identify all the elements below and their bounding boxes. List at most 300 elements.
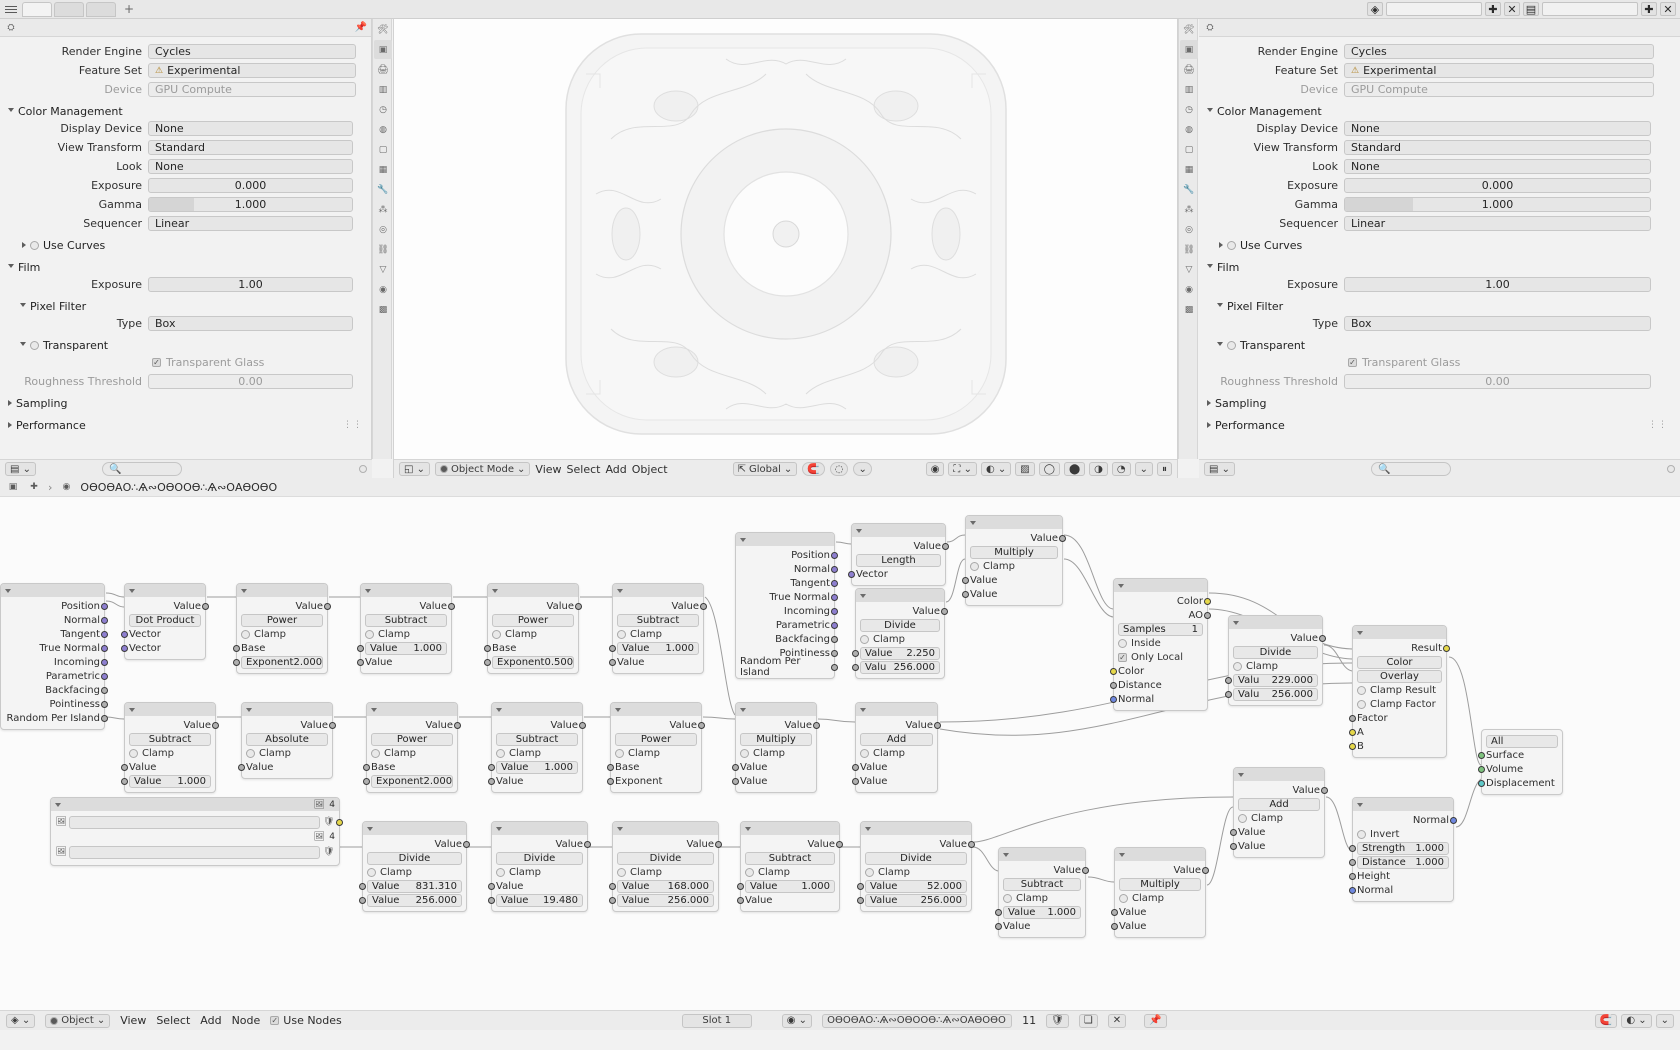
feature-set-select[interactable] bbox=[1344, 63, 1654, 78]
node-math-divide[interactable] bbox=[491, 821, 588, 912]
exponent-field[interactable]: Exponent 0.500 bbox=[492, 655, 574, 669]
socket-color-in[interactable]: Color bbox=[1118, 664, 1203, 678]
collapse-icon[interactable] bbox=[129, 589, 135, 593]
socket-value-b[interactable]: Value bbox=[496, 774, 578, 788]
socket-parametric[interactable]: Parametric bbox=[740, 618, 830, 632]
collapse-icon[interactable] bbox=[241, 589, 247, 593]
pin-icon[interactable]: 📌 bbox=[1144, 1014, 1166, 1028]
socket-ao-out[interactable]: AO bbox=[1118, 608, 1203, 622]
value-field-b[interactable]: Value 1.000 bbox=[129, 774, 211, 788]
select-menu[interactable]: Select bbox=[156, 1014, 191, 1027]
shading-solid-icon[interactable]: ⬤ bbox=[1064, 462, 1085, 476]
operation-select[interactable]: Subtract bbox=[617, 613, 699, 627]
socket-distance-in[interactable]: Distance bbox=[1118, 678, 1203, 692]
clamp-checkbox[interactable]: Clamp bbox=[1119, 891, 1201, 905]
image-icon[interactable]: 🖼 bbox=[313, 799, 325, 810]
add-node-icon[interactable]: ✚ bbox=[30, 482, 38, 492]
node-header[interactable] bbox=[1229, 616, 1322, 629]
3d-viewport[interactable] bbox=[393, 19, 1178, 478]
node-header[interactable] bbox=[488, 584, 578, 597]
overlays-icon[interactable]: ◐ ⌄ bbox=[981, 462, 1011, 476]
socket-exponent[interactable]: Exponent bbox=[615, 774, 697, 788]
value-field-b[interactable]: Value 19.480 bbox=[496, 893, 583, 907]
operation-select[interactable]: Add bbox=[1238, 797, 1320, 811]
tab-output-icon[interactable]: 🖨 bbox=[1183, 64, 1195, 75]
socket-a[interactable]: A bbox=[1357, 725, 1442, 739]
collapse-icon[interactable] bbox=[371, 708, 377, 712]
clamp-checkbox[interactable]: Clamp bbox=[617, 865, 714, 879]
socket-value-b[interactable]: Value bbox=[970, 587, 1058, 601]
socket-value-b[interactable]: Value bbox=[365, 655, 447, 669]
search-input[interactable]: 🔍 bbox=[1371, 462, 1451, 476]
drag-handle[interactable]: ⋮⋮ bbox=[343, 420, 363, 430]
socket-value-out[interactable]: Value bbox=[241, 599, 323, 613]
tab-collection-icon[interactable]: ▢ bbox=[1184, 144, 1194, 155]
clamp-factor-checkbox[interactable]: Clamp Factor bbox=[1357, 697, 1442, 711]
tab-output-icon[interactable]: 🖨 bbox=[377, 64, 389, 75]
clamp-checkbox[interactable]: Clamp bbox=[492, 627, 574, 641]
node-header[interactable]: 🖼 4 bbox=[51, 798, 339, 811]
unlink-scene-icon[interactable]: ✕ bbox=[1504, 2, 1520, 16]
search-input[interactable]: 🔍 bbox=[102, 462, 182, 476]
value-field-a[interactable]: Value 168.000 bbox=[617, 879, 714, 893]
look-select[interactable]: None bbox=[148, 159, 353, 174]
editor-type-icon[interactable]: ▣ bbox=[8, 482, 18, 492]
socket-value-out[interactable]: Value bbox=[365, 599, 447, 613]
film-exposure-slider[interactable] bbox=[148, 277, 353, 292]
node-header[interactable] bbox=[736, 533, 834, 546]
shield-icon[interactable]: 🛡 bbox=[323, 847, 335, 857]
socket-tangent[interactable]: Tangent bbox=[740, 576, 830, 590]
node-header[interactable] bbox=[856, 703, 937, 716]
shader-node-editor[interactable] bbox=[0, 478, 1680, 1030]
clamp-checkbox[interactable]: Clamp bbox=[241, 627, 323, 641]
node-vector-math-length[interactable] bbox=[851, 523, 946, 586]
transform-orientation-selector[interactable]: ⇱ Global ⌄ bbox=[733, 462, 798, 476]
value-field-a[interactable]: Value 1.000 bbox=[365, 641, 447, 655]
node-bump[interactable] bbox=[1352, 797, 1454, 902]
node-header[interactable] bbox=[242, 703, 332, 716]
socket-position[interactable]: Position bbox=[5, 599, 100, 613]
tab-tool-icon[interactable]: 🛠 bbox=[377, 24, 389, 35]
socket-result-out[interactable]: Result bbox=[1357, 641, 1442, 655]
collapse-icon[interactable] bbox=[740, 708, 746, 712]
node-output-target-list[interactable] bbox=[1481, 729, 1563, 795]
socket-value-out[interactable]: Value bbox=[617, 599, 699, 613]
use-curves-section[interactable] bbox=[1199, 236, 1668, 254]
editor-type-icon[interactable]: ⛭ bbox=[1206, 22, 1214, 33]
socket-pointiness[interactable]: Pointiness bbox=[5, 697, 100, 711]
node-geometry[interactable] bbox=[735, 532, 835, 679]
operation-select[interactable]: Add bbox=[860, 732, 933, 746]
transparent-glass-checkbox[interactable]: ✓ bbox=[153, 358, 160, 367]
xray-icon[interactable]: ▨ bbox=[1015, 462, 1034, 476]
feature-set-select[interactable] bbox=[148, 63, 356, 78]
socket-normal[interactable]: Normal bbox=[5, 613, 100, 627]
operation-select[interactable]: Divide bbox=[617, 851, 714, 865]
material-name-field[interactable] bbox=[822, 1014, 1012, 1028]
value-field-a[interactable]: Value 2.250 bbox=[860, 646, 940, 660]
collapse-icon[interactable] bbox=[1238, 773, 1244, 777]
viewlayer-field[interactable] bbox=[1542, 2, 1638, 16]
operation-select[interactable]: Dot Product bbox=[129, 613, 201, 627]
node-header[interactable] bbox=[741, 822, 839, 835]
strength-field[interactable]: Strength 1.000 bbox=[1357, 841, 1449, 855]
socket-incoming[interactable]: Incoming bbox=[740, 604, 830, 618]
socket-value-out[interactable]: Value bbox=[617, 837, 714, 851]
drag-handle[interactable]: ⋮⋮ bbox=[1648, 420, 1668, 430]
operation-select[interactable]: Subtract bbox=[496, 732, 578, 746]
node-header[interactable] bbox=[492, 703, 582, 716]
collapse-icon[interactable] bbox=[860, 708, 866, 712]
target-surface[interactable]: Surface bbox=[1486, 748, 1558, 762]
operation-select[interactable]: Divide bbox=[860, 618, 940, 632]
view-transform-select[interactable]: Standard bbox=[1344, 140, 1651, 155]
invert-checkbox[interactable]: Invert bbox=[1357, 827, 1449, 841]
socket-value-b[interactable]: Value bbox=[740, 774, 812, 788]
clamp-checkbox[interactable]: Clamp bbox=[740, 746, 812, 760]
collapse-icon[interactable] bbox=[1119, 853, 1125, 857]
collapse-icon[interactable] bbox=[856, 529, 862, 533]
image-name-2[interactable] bbox=[69, 846, 319, 859]
operation-select[interactable]: Multiply bbox=[1119, 877, 1201, 891]
node-header[interactable] bbox=[999, 848, 1085, 861]
node-ambient-occlusion[interactable] bbox=[1113, 578, 1208, 711]
socket-vector-a[interactable]: Vector bbox=[129, 627, 201, 641]
socket-value-out[interactable]: Value bbox=[970, 531, 1058, 545]
operation-select[interactable]: Absolute bbox=[246, 732, 328, 746]
new-viewlayer-icon[interactable]: ✚ bbox=[1641, 2, 1657, 16]
collapse-icon[interactable] bbox=[55, 803, 61, 807]
socket-value-out[interactable]: Value bbox=[129, 599, 201, 613]
options-dot[interactable] bbox=[359, 465, 367, 473]
tab-modifier-icon[interactable]: 🔧 bbox=[377, 184, 389, 195]
target-displacement[interactable]: Displacement bbox=[1486, 776, 1558, 790]
node-header[interactable] bbox=[1, 584, 104, 597]
image-datablock-row-2[interactable] bbox=[55, 843, 335, 861]
collapse-icon[interactable] bbox=[1357, 803, 1363, 807]
value-field-b[interactable]: Value 256.000 bbox=[617, 893, 714, 907]
tab-render-icon[interactable]: ▣ bbox=[1180, 40, 1198, 59]
operation-select[interactable]: Power bbox=[615, 732, 697, 746]
tab-modifier-icon[interactable]: 🔧 bbox=[1183, 184, 1195, 195]
socket-value-a[interactable]: Value bbox=[1238, 825, 1320, 839]
operation-select[interactable]: Power bbox=[492, 613, 574, 627]
socket-value-out[interactable]: Value bbox=[129, 718, 211, 732]
collapse-icon[interactable] bbox=[1118, 584, 1124, 588]
value-field-b[interactable]: Value 256.000 bbox=[367, 893, 462, 907]
tab-constraint-icon[interactable]: ⛓ bbox=[1183, 244, 1195, 255]
node-header[interactable] bbox=[125, 584, 205, 597]
shader-type-selector[interactable]: Object ⌄ bbox=[45, 1014, 110, 1028]
socket-value-out[interactable]: Value bbox=[745, 837, 835, 851]
remove-viewlayer-icon[interactable]: ✕ bbox=[1660, 2, 1676, 16]
clamp-checkbox[interactable]: Clamp bbox=[246, 746, 328, 760]
node-header[interactable] bbox=[361, 584, 451, 597]
exponent-field[interactable]: Exponent 2.000 bbox=[371, 774, 453, 788]
collapse-icon[interactable] bbox=[1233, 621, 1239, 625]
render-engine-select[interactable]: Cycles bbox=[1344, 44, 1654, 59]
pixel-filter-section[interactable] bbox=[1199, 297, 1668, 315]
clamp-checkbox[interactable]: Clamp bbox=[1238, 811, 1320, 825]
transparent-section[interactable] bbox=[1199, 336, 1668, 354]
node-header-2[interactable]: 🖼 4 bbox=[313, 832, 335, 842]
value-field-b[interactable]: Value 256.000 bbox=[865, 893, 967, 907]
tab-object-icon[interactable]: ▦ bbox=[1184, 164, 1194, 175]
clamp-checkbox[interactable]: Clamp bbox=[865, 865, 967, 879]
tab-viewlayer-icon[interactable]: ▥ bbox=[378, 84, 388, 95]
tab-data-icon[interactable]: ▽ bbox=[1185, 264, 1193, 275]
socket-random-per-island[interactable]: Random Per Island bbox=[740, 660, 830, 674]
socket-value-out[interactable]: Value bbox=[492, 599, 574, 613]
shading-rendered-icon[interactable]: ◔ bbox=[1112, 462, 1131, 476]
tab-data-icon[interactable]: ▽ bbox=[379, 264, 387, 275]
socket-backfacing[interactable]: Backfacing bbox=[740, 632, 830, 646]
select-menu[interactable]: Select bbox=[566, 462, 601, 476]
collapse-icon[interactable] bbox=[617, 589, 623, 593]
node-header[interactable] bbox=[613, 822, 718, 835]
socket-value-b[interactable]: Value bbox=[745, 893, 835, 907]
socket-base[interactable]: Base bbox=[241, 641, 323, 655]
clamp-checkbox[interactable]: Clamp bbox=[496, 865, 583, 879]
node-header[interactable] bbox=[736, 703, 816, 716]
socket-b[interactable]: B bbox=[1357, 739, 1442, 753]
transparent-section[interactable] bbox=[0, 336, 363, 354]
collapse-icon[interactable] bbox=[740, 538, 746, 542]
node-vector-math[interactable] bbox=[124, 583, 206, 660]
socket-pointiness[interactable]: Pointiness bbox=[740, 646, 830, 660]
socket-vector-b[interactable]: Vector bbox=[129, 641, 201, 655]
socket-value-out[interactable]: Value bbox=[740, 718, 812, 732]
editor-type-button[interactable]: ▤ ⌄ bbox=[1204, 462, 1235, 476]
collapse-icon[interactable] bbox=[246, 708, 252, 712]
proportional-edit-icon[interactable]: ◌ bbox=[830, 462, 849, 476]
shield-icon[interactable]: 🛡 bbox=[323, 817, 335, 827]
socket-height[interactable]: Height bbox=[1357, 869, 1449, 883]
tab-scene-icon[interactable]: ◷ bbox=[1185, 104, 1193, 115]
socket-value-b[interactable]: Value bbox=[1003, 919, 1081, 933]
socket-value-a[interactable]: Value bbox=[246, 760, 328, 774]
socket-true-normal[interactable]: True Normal bbox=[5, 641, 100, 655]
tab-physics-icon[interactable]: ◎ bbox=[379, 224, 387, 235]
exposure-slider[interactable] bbox=[148, 178, 353, 193]
node-header[interactable] bbox=[852, 524, 945, 537]
tab-particles-icon[interactable]: ⁂ bbox=[378, 204, 388, 215]
data-type-select[interactable]: Color bbox=[1357, 655, 1442, 669]
look-select[interactable]: None bbox=[1344, 159, 1651, 174]
socket-value-out[interactable]: Value bbox=[371, 718, 453, 732]
film-exposure-slider[interactable] bbox=[1344, 277, 1651, 292]
operation-select[interactable]: Power bbox=[241, 613, 323, 627]
object-menu[interactable]: Object bbox=[631, 462, 668, 476]
node-math-divide[interactable] bbox=[612, 821, 719, 912]
socket-color-out[interactable]: Color bbox=[1118, 594, 1203, 608]
collapse-icon[interactable] bbox=[745, 827, 751, 831]
operation-select[interactable]: Divide bbox=[865, 851, 967, 865]
node-header[interactable] bbox=[1234, 768, 1324, 781]
value-field-b[interactable]: Valu 256.000 bbox=[1233, 687, 1318, 701]
collapse-icon[interactable] bbox=[865, 827, 871, 831]
socket-base[interactable]: Base bbox=[371, 760, 453, 774]
film-section[interactable] bbox=[0, 258, 363, 276]
shading-wireframe-icon[interactable]: ◯ bbox=[1039, 462, 1060, 476]
node-math-subtract[interactable] bbox=[491, 702, 583, 793]
node-header[interactable] bbox=[966, 516, 1062, 529]
film-section[interactable] bbox=[1199, 258, 1668, 276]
clamp-checkbox[interactable]: Clamp bbox=[860, 746, 933, 760]
tab-object-icon[interactable]: ▦ bbox=[378, 164, 388, 175]
clamp-checkbox[interactable]: Clamp bbox=[1003, 891, 1081, 905]
scene-field[interactable] bbox=[1386, 2, 1482, 16]
socket-normal-in[interactable]: Normal bbox=[1118, 692, 1203, 706]
value-field-a[interactable]: Value 1.000 bbox=[496, 760, 578, 774]
value-field-a[interactable]: Value 52.000 bbox=[865, 879, 967, 893]
pixel-filter-type-select[interactable]: Box bbox=[1344, 316, 1651, 331]
node-math-multiply[interactable] bbox=[735, 702, 817, 793]
tab-physics-icon[interactable]: ◎ bbox=[1185, 224, 1193, 235]
image-icon[interactable]: 🖼 bbox=[55, 847, 67, 857]
socket-value-out[interactable]: Value bbox=[496, 837, 583, 851]
node-math-add[interactable] bbox=[855, 702, 938, 793]
scene-icon[interactable]: ◈ bbox=[1367, 2, 1383, 16]
socket-value-out[interactable]: Value bbox=[246, 718, 328, 732]
material-slot-selector[interactable] bbox=[682, 1014, 752, 1028]
node-header[interactable] bbox=[363, 822, 466, 835]
operation-select[interactable]: Divide bbox=[496, 851, 583, 865]
samples-field[interactable]: Samples 1 bbox=[1118, 622, 1203, 636]
clamp-checkbox[interactable]: Clamp bbox=[371, 746, 453, 760]
tab-world-icon[interactable]: ◍ bbox=[379, 124, 387, 135]
pause-render-icon[interactable]: ⏸ bbox=[1157, 462, 1172, 476]
transparent-checkbox[interactable] bbox=[30, 341, 39, 350]
node-header[interactable] bbox=[1353, 798, 1453, 811]
color-management-section[interactable] bbox=[1199, 102, 1668, 120]
snap-icon[interactable]: 🧲 bbox=[1595, 1014, 1617, 1028]
tab-render-icon[interactable]: ▣ bbox=[374, 40, 392, 59]
socket-backfacing[interactable]: Backfacing bbox=[5, 683, 100, 697]
exposure-slider[interactable] bbox=[1344, 178, 1651, 193]
operation-select[interactable]: Subtract bbox=[1003, 877, 1081, 891]
operation-select[interactable]: Power bbox=[371, 732, 453, 746]
fake-user-icon[interactable]: 🛡 bbox=[1046, 1014, 1069, 1028]
value-field-b[interactable]: Valu 256.000 bbox=[860, 660, 940, 674]
collapse-icon[interactable] bbox=[617, 827, 623, 831]
clamp-checkbox[interactable]: Clamp bbox=[745, 865, 835, 879]
socket-value-out[interactable]: Value bbox=[860, 604, 940, 618]
tab-collection-icon[interactable]: ▢ bbox=[378, 144, 388, 155]
node-header[interactable] bbox=[856, 589, 944, 602]
tab-texture-icon[interactable]: ▩ bbox=[378, 304, 388, 315]
node-header[interactable] bbox=[611, 703, 701, 716]
pin-icon[interactable]: 📌 bbox=[354, 22, 367, 33]
display-device-select[interactable]: None bbox=[148, 121, 353, 136]
socket-normal-out[interactable]: Normal bbox=[1357, 813, 1449, 827]
collapse-icon[interactable] bbox=[1003, 853, 1009, 857]
gamma-slider[interactable] bbox=[1344, 197, 1651, 212]
workspace-tab-1[interactable] bbox=[22, 2, 52, 17]
socket-position[interactable]: Position bbox=[740, 548, 830, 562]
node-math-power[interactable] bbox=[487, 583, 579, 674]
collapse-icon[interactable] bbox=[615, 708, 621, 712]
operation-select[interactable]: Subtract bbox=[365, 613, 447, 627]
collapse-icon[interactable] bbox=[367, 827, 373, 831]
operation-select[interactable]: Multiply bbox=[970, 545, 1058, 559]
image-name-1[interactable] bbox=[69, 816, 319, 829]
clamp-checkbox[interactable]: Clamp bbox=[617, 627, 699, 641]
new-material-icon[interactable]: ❏ bbox=[1079, 1014, 1098, 1028]
clamp-checkbox[interactable]: Clamp bbox=[367, 865, 462, 879]
transparent-checkbox[interactable] bbox=[1227, 341, 1236, 350]
new-scene-icon[interactable]: ✚ bbox=[1485, 2, 1501, 16]
collapse-icon[interactable] bbox=[970, 521, 976, 525]
tab-particles-icon[interactable]: ⁂ bbox=[1184, 204, 1194, 215]
socket-vector[interactable]: Vector bbox=[856, 567, 941, 581]
socket-base[interactable]: Base bbox=[492, 641, 574, 655]
tab-scene-icon[interactable]: ◷ bbox=[379, 104, 387, 115]
snap-magnet-icon[interactable]: 🧲 bbox=[802, 462, 824, 476]
view-menu[interactable]: View bbox=[120, 1014, 147, 1027]
operation-select[interactable]: Divide bbox=[1233, 645, 1318, 659]
exponent-field[interactable]: Exponent 2.000 bbox=[241, 655, 323, 669]
socket-value-a[interactable]: Value bbox=[970, 573, 1058, 587]
collapse-icon[interactable] bbox=[365, 589, 371, 593]
node-image-texture-group[interactable] bbox=[50, 797, 340, 866]
socket-value-out[interactable]: Value bbox=[865, 837, 967, 851]
node-header[interactable] bbox=[237, 584, 327, 597]
node-math-divide[interactable] bbox=[855, 588, 945, 679]
target-volume[interactable]: Volume bbox=[1486, 762, 1558, 776]
browse-material-icon[interactable]: ◉ ⌄ bbox=[782, 1014, 812, 1028]
socket-parametric[interactable]: Parametric bbox=[5, 669, 100, 683]
node-math-subtract[interactable] bbox=[124, 702, 216, 793]
shading-material-icon[interactable]: ◑ bbox=[1089, 462, 1108, 476]
material-users-count[interactable]: 11 bbox=[1022, 1014, 1037, 1027]
socket-value-out[interactable]: Value bbox=[615, 718, 697, 732]
collapse-icon[interactable] bbox=[496, 708, 502, 712]
socket-value-out[interactable]: Value bbox=[367, 837, 462, 851]
collapse-icon[interactable] bbox=[860, 594, 866, 598]
add-workspace-button[interactable]: + bbox=[124, 2, 135, 16]
socket-value-b[interactable]: Value bbox=[1238, 839, 1320, 853]
collapse-icon[interactable] bbox=[492, 589, 498, 593]
overlays-icon[interactable]: ◐ ⌄ bbox=[1621, 1014, 1651, 1028]
performance-section[interactable] bbox=[0, 416, 363, 434]
node-header[interactable] bbox=[861, 822, 971, 835]
falloff-icon[interactable]: ⌄ bbox=[853, 462, 871, 476]
socket-random-per-island[interactable]: Random Per Island bbox=[5, 711, 100, 725]
collapse-icon[interactable] bbox=[1357, 631, 1363, 635]
operation-select[interactable]: Multiply bbox=[740, 732, 812, 746]
object-mode-selector[interactable]: Object Mode ⌄ bbox=[435, 462, 530, 476]
workspace-tab-3[interactable] bbox=[86, 2, 116, 17]
socket-value-out[interactable]: Value bbox=[856, 539, 941, 553]
editor-type-button[interactable]: ▤ ⌄ bbox=[5, 462, 36, 476]
tab-world-icon[interactable]: ◍ bbox=[1185, 124, 1193, 135]
blend-mode-select[interactable]: Overlay bbox=[1357, 669, 1442, 683]
collapse-icon[interactable] bbox=[5, 589, 11, 593]
socket-value-a[interactable]: Value bbox=[860, 760, 933, 774]
socket-normal[interactable]: Normal bbox=[740, 562, 830, 576]
value-field-a[interactable]: Value 1.000 bbox=[745, 879, 835, 893]
node-math-subtract[interactable] bbox=[998, 847, 1086, 938]
value-field-a[interactable]: Value 831.310 bbox=[367, 879, 462, 893]
add-menu[interactable]: Add bbox=[200, 1014, 222, 1027]
node-math-power[interactable] bbox=[236, 583, 328, 674]
socket-value-out[interactable]: Value bbox=[1233, 631, 1318, 645]
add-menu[interactable]: Add bbox=[605, 462, 627, 476]
node-math-absolute[interactable] bbox=[241, 702, 333, 779]
node-header[interactable] bbox=[125, 703, 215, 716]
